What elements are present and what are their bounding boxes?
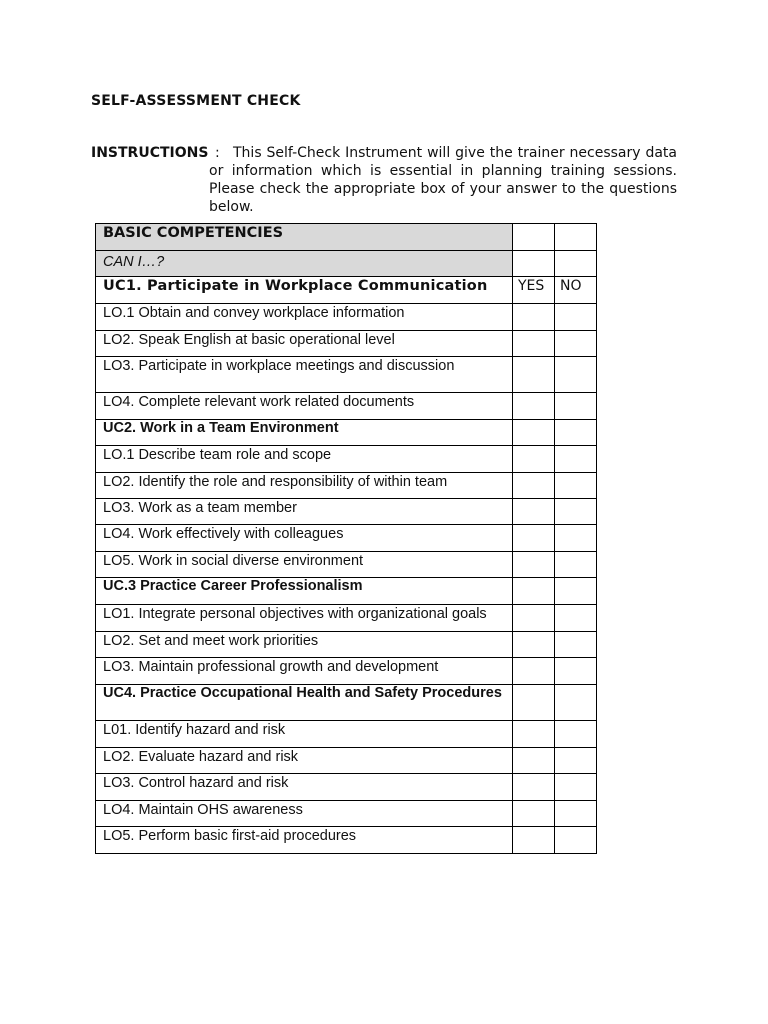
unit-title-uc3: UC.3 Practice Career Professionalism (96, 578, 513, 605)
no-checkbox[interactable] (555, 685, 597, 721)
outcome-label: LO4. Work effectively with colleagues (96, 525, 513, 552)
yes-checkbox[interactable] (513, 658, 555, 685)
outcome-label: LO3. Participate in workplace meetings and discussion (96, 357, 513, 393)
table-header-basic-competencies: BASIC COMPETENCIES (96, 224, 513, 251)
yes-checkbox[interactable] (513, 632, 555, 658)
no-column-header: NO (555, 277, 597, 304)
unit-row-uc1 (96, 277, 597, 304)
yes-checkbox[interactable] (513, 331, 555, 357)
yes-checkbox[interactable] (513, 525, 555, 552)
subheader-blank-cell (513, 251, 555, 277)
yes-checkbox[interactable] (513, 304, 555, 331)
no-checkbox[interactable] (555, 658, 597, 685)
outcome-label: LO3. Maintain professional growth and development (96, 658, 513, 685)
self-assessment-table (95, 223, 597, 854)
outcome-label: LO4. Complete relevant work related documents (96, 393, 513, 420)
instructions-colon: : (215, 145, 220, 161)
table-row (96, 801, 597, 827)
no-checkbox[interactable] (555, 304, 597, 331)
yes-checkbox[interactable] (513, 748, 555, 774)
table-row (96, 446, 597, 473)
no-checkbox[interactable] (555, 632, 597, 658)
yes-checkbox[interactable] (513, 446, 555, 473)
instructions-text: This Self-Check Instrument will give the trainer necessary data or information which is essential in planning training sessions. Please check the appropriate box of your answer to the questions below. (209, 145, 677, 215)
table-row (96, 499, 597, 525)
unit-title-uc4: UC4. Practice Occupational Health and Safety Procedures (96, 685, 513, 721)
table-row (96, 304, 597, 331)
yes-column-header: YES (513, 277, 555, 304)
table-subheader-row (96, 251, 597, 277)
unit-title-uc2: UC2. Work in a Team Environment (96, 420, 513, 446)
outcome-label: LO3. Work as a team member (96, 499, 513, 525)
outcome-label: LO1. Integrate personal objectives with organizational goals (96, 605, 513, 632)
document-title: SELF-ASSESSMENT CHECK (91, 93, 301, 109)
no-checkbox[interactable] (555, 721, 597, 748)
yes-checkbox[interactable] (513, 721, 555, 748)
no-checkbox[interactable] (555, 499, 597, 525)
table-row (96, 552, 597, 578)
yes-checkbox[interactable] (513, 393, 555, 420)
yes-checkbox[interactable] (513, 801, 555, 827)
unit-title-uc1: UC1. Participate in Workplace Communication (96, 277, 513, 304)
table-row (96, 473, 597, 499)
yes-checkbox[interactable] (513, 605, 555, 632)
instructions-block (91, 144, 677, 216)
no-checkbox[interactable] (555, 525, 597, 552)
yes-checkbox[interactable] (513, 357, 555, 393)
no-checkbox[interactable] (555, 331, 597, 357)
outcome-label: LO.1 Describe team role and scope (96, 446, 513, 473)
yes-checkbox[interactable] (513, 552, 555, 578)
yes-checkbox[interactable] (513, 827, 555, 854)
outcome-label: LO2. Identify the role and responsibility of within team (96, 473, 513, 499)
outcome-label: LO4. Maintain OHS awareness (96, 801, 513, 827)
no-checkbox[interactable] (555, 605, 597, 632)
table-row (96, 357, 597, 393)
yes-checkbox[interactable] (513, 499, 555, 525)
no-checkbox[interactable] (555, 578, 597, 605)
yes-checkbox[interactable] (513, 685, 555, 721)
no-checkbox[interactable] (555, 748, 597, 774)
table-row (96, 605, 597, 632)
outcome-label: LO2. Set and meet work priorities (96, 632, 513, 658)
outcome-label: LO5. Perform basic first-aid procedures (96, 827, 513, 854)
table-row (96, 827, 597, 854)
outcome-label: LO5. Work in social diverse environment (96, 552, 513, 578)
table-subheader-can-i: CAN I…? (96, 251, 513, 277)
table-row (96, 331, 597, 357)
no-checkbox[interactable] (555, 420, 597, 446)
no-checkbox[interactable] (555, 357, 597, 393)
table-row (96, 525, 597, 552)
table-row (96, 632, 597, 658)
no-checkbox[interactable] (555, 552, 597, 578)
subheader-blank-cell (555, 251, 597, 277)
header-blank-cell (513, 224, 555, 251)
unit-row-uc2 (96, 420, 597, 446)
no-checkbox[interactable] (555, 393, 597, 420)
outcome-label: LO2. Speak English at basic operational level (96, 331, 513, 357)
no-checkbox[interactable] (555, 774, 597, 801)
yes-checkbox[interactable] (513, 578, 555, 605)
table-row (96, 393, 597, 420)
outcome-label: LO.1 Obtain and convey workplace information (96, 304, 513, 331)
no-checkbox[interactable] (555, 827, 597, 854)
no-checkbox[interactable] (555, 801, 597, 827)
outcome-label: LO2. Evaluate hazard and risk (96, 748, 513, 774)
outcome-label: L01. Identify hazard and risk (96, 721, 513, 748)
table-row (96, 774, 597, 801)
unit-row-uc3 (96, 578, 597, 605)
instructions-label: INSTRUCTIONS (91, 145, 209, 161)
no-checkbox[interactable] (555, 473, 597, 499)
outcome-label: LO3. Control hazard and risk (96, 774, 513, 801)
no-checkbox[interactable] (555, 446, 597, 473)
yes-checkbox[interactable] (513, 473, 555, 499)
table-row (96, 658, 597, 685)
yes-checkbox[interactable] (513, 420, 555, 446)
unit-row-uc4 (96, 685, 597, 721)
table-row (96, 721, 597, 748)
table-header-row (96, 224, 597, 251)
table-row (96, 748, 597, 774)
header-blank-cell (555, 224, 597, 251)
yes-checkbox[interactable] (513, 774, 555, 801)
